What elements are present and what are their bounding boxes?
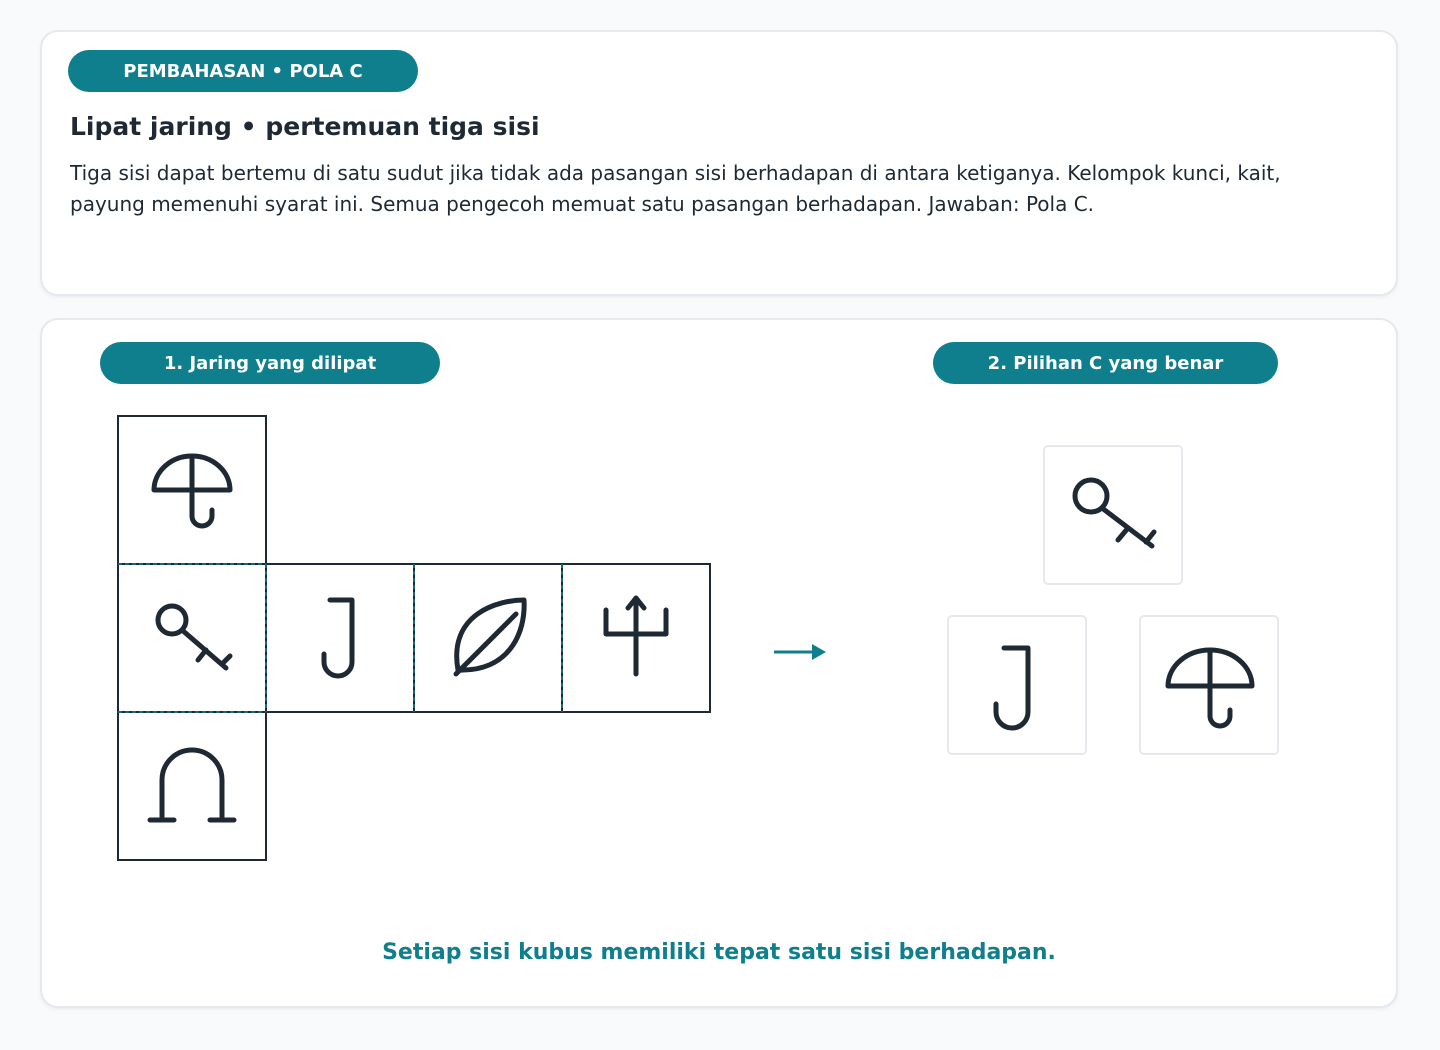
page-title: Lipat jaring • pertemuan tiga sisi <box>70 112 540 141</box>
rule-footnote: Setiap sisi kubus memiliki tepat satu sisi berhadapan. <box>382 940 1056 965</box>
choice-step-label: 2. Pilihan C yang benar <box>933 342 1278 384</box>
choice-face-hook <box>948 616 1086 754</box>
explanation-card <box>40 30 1398 296</box>
net-step-label: 1. Jaring yang dilipat <box>100 342 440 384</box>
fold-arrow-icon <box>770 638 830 668</box>
diagram-card <box>40 318 1398 1008</box>
choice-c-faces <box>942 440 1292 760</box>
net-face-hook <box>266 564 414 712</box>
cube-net-diagram <box>116 414 716 864</box>
net-face-leaf <box>414 564 562 712</box>
net-face-arch <box>118 712 266 860</box>
section-badge: PEMBAHASAN • POLA C <box>68 50 418 92</box>
explanation-text: Tiga sisi dapat bertemu di satu sudut jika tidak ada pasangan sisi berhadapan di antara ketiganya. Kelompok kunci, kait, payung memenuhi syarat ini. Semua pengecoh memuat satu pasangan berhadapan. Jawaban: Pola C. <box>70 161 1281 216</box>
